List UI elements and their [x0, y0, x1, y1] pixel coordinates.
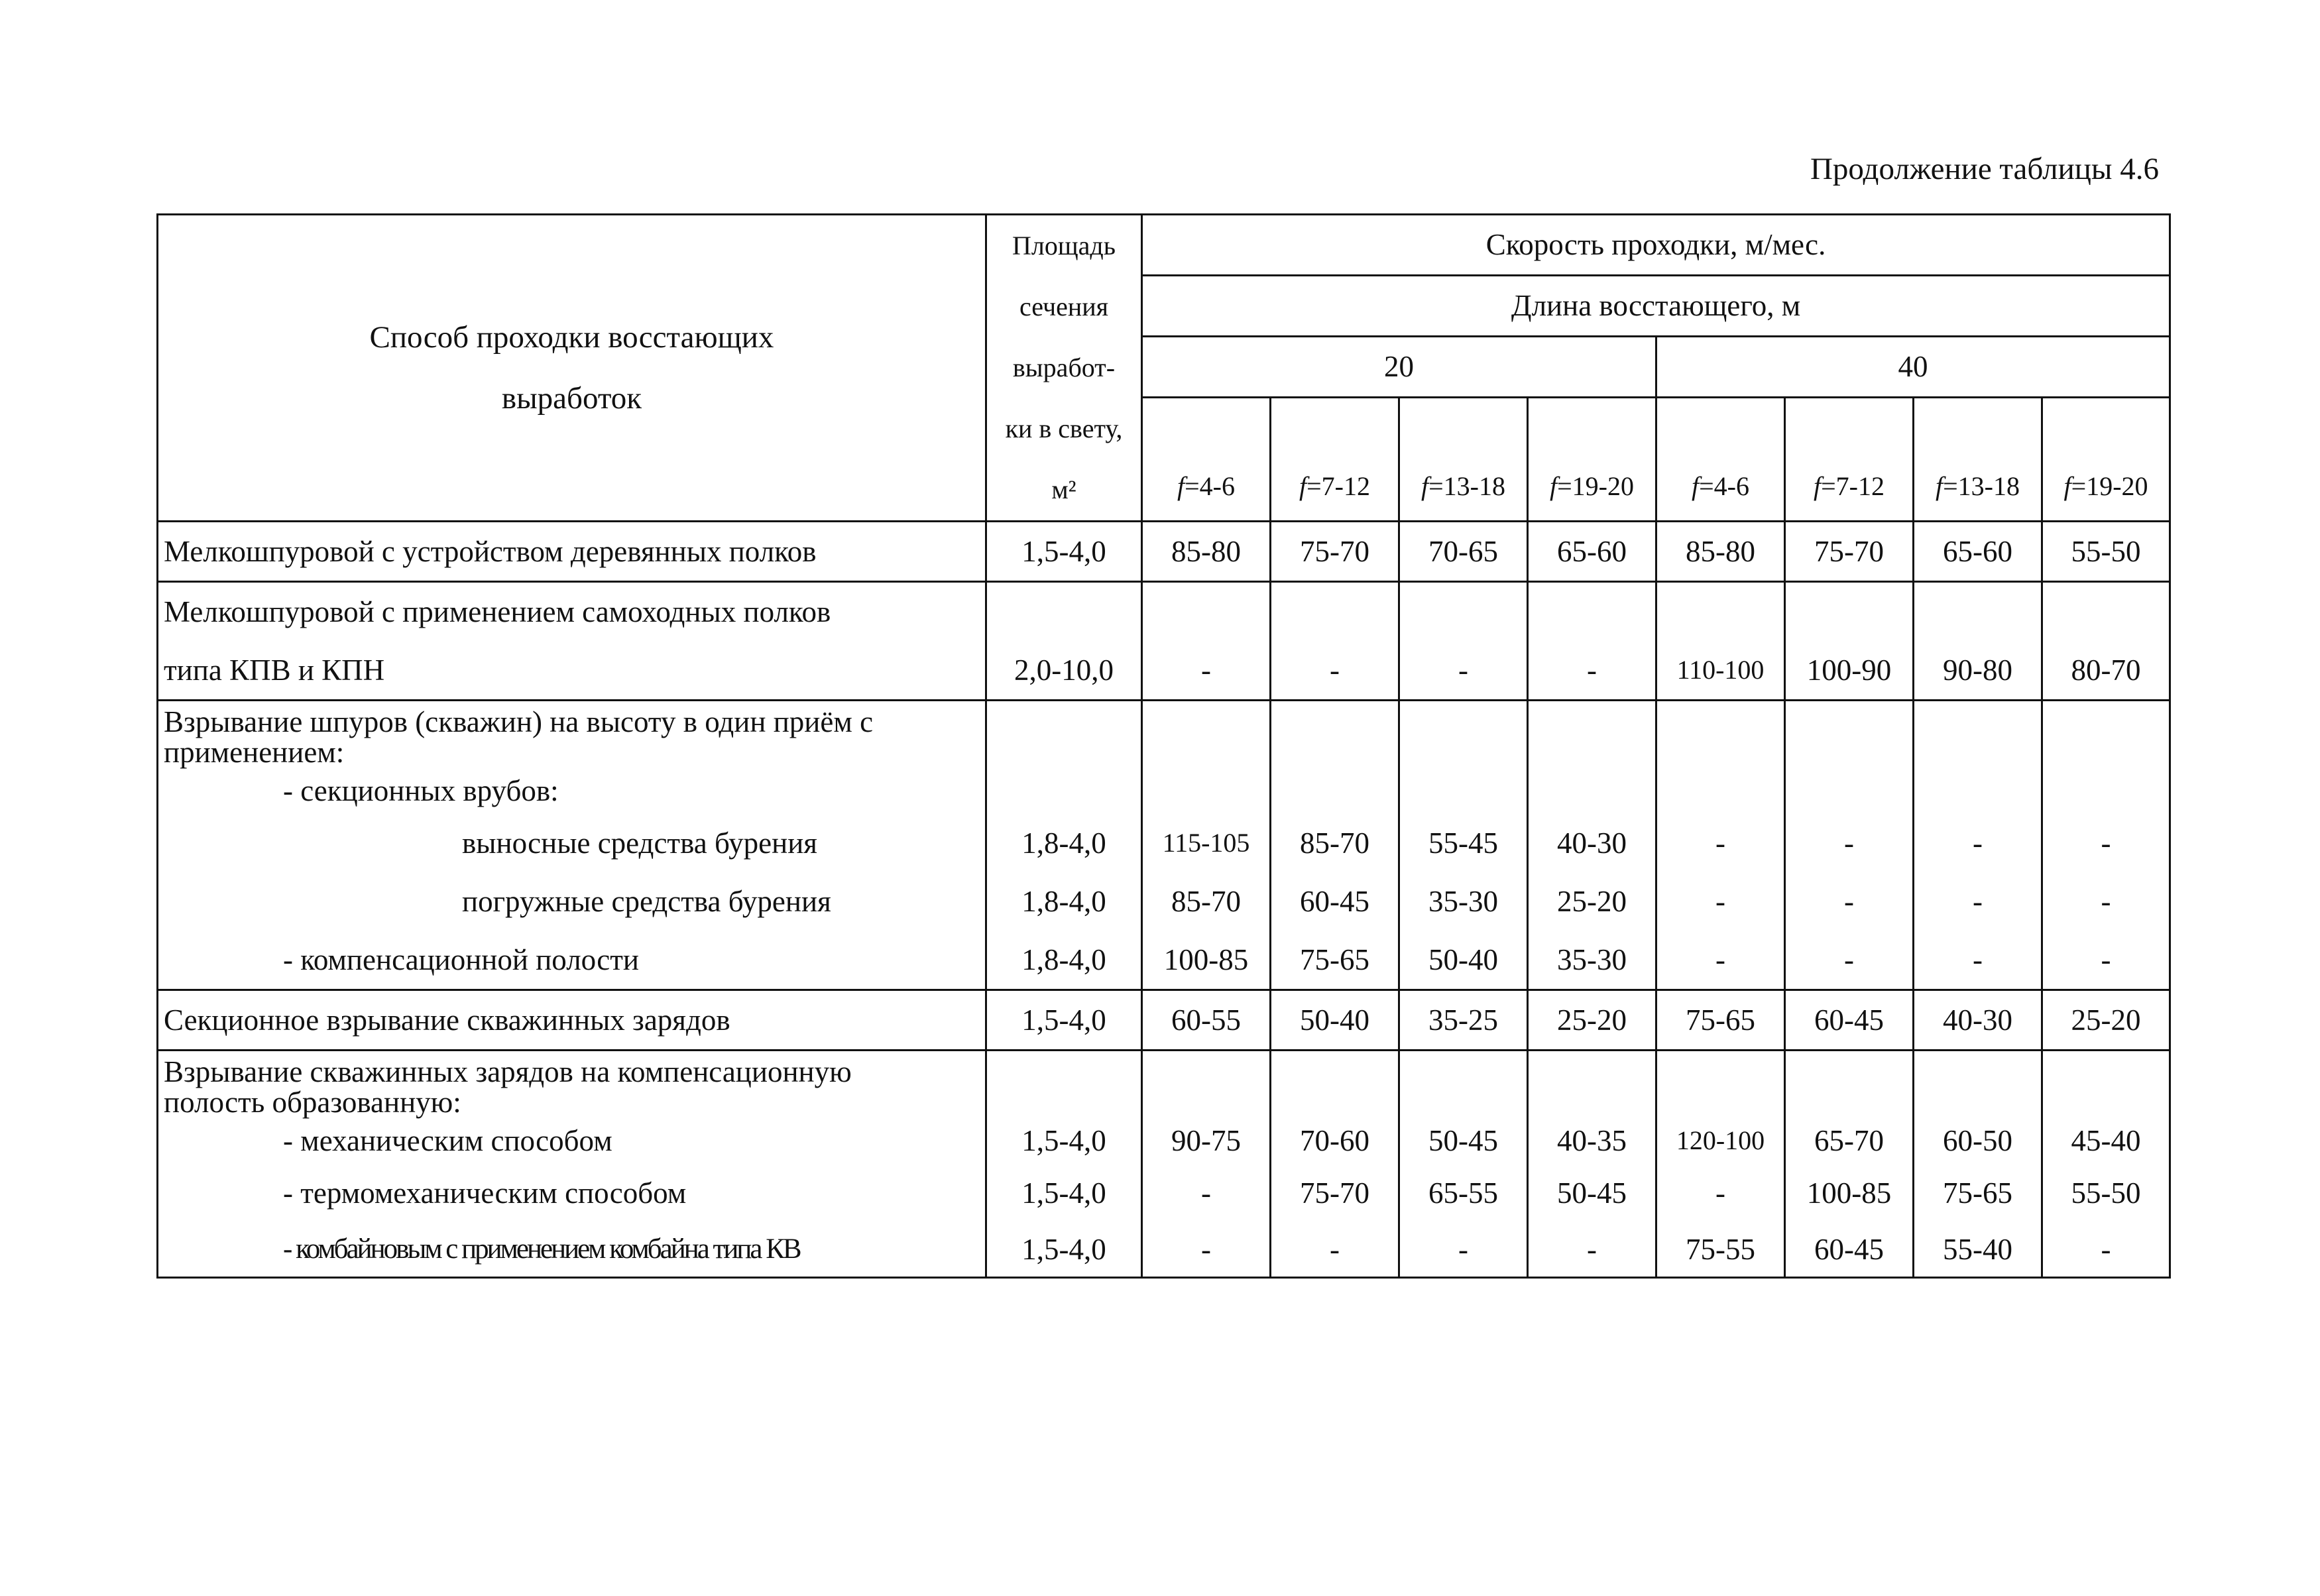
row-method-line: Взрывание шпуров (скважин) на высоту в один приём с [164, 705, 874, 738]
row-value: - [1399, 582, 1528, 701]
row-sub-label: выносные средства бурения [462, 826, 817, 860]
header-length-40: 40 [1656, 337, 2170, 398]
header-row-1 [158, 215, 2170, 276]
row-value: 35-25 [1399, 990, 1528, 1051]
row-value: - [1271, 582, 1399, 701]
row-area: 1,5-4,0 [986, 522, 1142, 582]
row-value: - [1142, 582, 1271, 701]
row-method-line: Мелкошпуровой с применением самоходных полков [164, 595, 831, 628]
header-f: f=7-12 [1271, 398, 1399, 522]
header-method-line1: Способ проходки восстающих [369, 320, 774, 355]
row-value: 90-75 - - [1142, 1051, 1271, 1278]
header-area-line: м² [1051, 475, 1076, 504]
row-method [158, 582, 986, 701]
row-value: 65-60 [1528, 522, 1656, 582]
row-area [986, 582, 1142, 701]
header-length: Длина восстающего, м [1142, 276, 2170, 337]
header-f: f=13-18 [1399, 398, 1528, 522]
row-area: 1,5-4,0 1,5-4,0 1,5-4,0 [986, 1051, 1142, 1278]
row-value: 70-65 [1399, 522, 1528, 582]
header-method [158, 215, 986, 522]
row-value: 70-60 75-70 - [1271, 1051, 1399, 1278]
row-value: 40-30 25-20 35-30 [1528, 701, 1656, 990]
row-value: 100-90 [1785, 582, 1914, 701]
row-method-line: типа КПВ и КПН [164, 654, 385, 687]
row-value: 85-80 [1142, 522, 1271, 582]
header-f: f=7-12 [1785, 398, 1914, 522]
row-value: - - - [1785, 701, 1914, 990]
header-area [986, 215, 1142, 522]
row-value: - - - [1656, 701, 1785, 990]
row-method: Мелкошпуровой с устройством деревянных полков [158, 522, 986, 582]
header-f: f=19-20 [2042, 398, 2170, 522]
table-row [158, 701, 2170, 990]
row-value: 65-70 100-85 60-45 [1785, 1051, 1914, 1278]
header-f: f=4-6 [1142, 398, 1271, 522]
header-area-line: сечения [1019, 292, 1109, 321]
row-sub-label: - компенсационной полости [283, 943, 640, 976]
row-value: 55-50 [2042, 522, 2170, 582]
row-value: 85-70 60-45 75-65 [1271, 701, 1399, 990]
header-method-line2: выработок [501, 381, 642, 416]
header-f: f=13-18 [1914, 398, 2042, 522]
row-method [158, 1051, 986, 1278]
table-row [158, 522, 2170, 582]
table-row [158, 582, 2170, 701]
row-value: 75-65 [1656, 990, 1785, 1051]
header-length-20: 20 [1142, 337, 1656, 398]
row-value: 25-20 [1528, 990, 1656, 1051]
row-value: 115-105 85-70 100-85 [1142, 701, 1271, 990]
row-value: 25-20 [2042, 990, 2170, 1051]
row-value: 65-60 [1914, 522, 2042, 582]
row-value: 120-100 - 75-55 [1656, 1051, 1785, 1278]
row-value: - - - [1914, 701, 2042, 990]
row-value: 80-70 [2042, 582, 2170, 701]
row-value: - - - [2042, 701, 2170, 990]
row-value: 60-50 75-65 55-40 [1914, 1051, 2042, 1278]
header-f: f=19-20 [1528, 398, 1656, 522]
row-value: 90-80 [1914, 582, 2042, 701]
table-row [158, 1051, 2170, 1278]
header-area-line: Площадь [1012, 231, 1116, 260]
header-f: f=4-6 [1656, 398, 1785, 522]
row-sub-label: - комбайновым с применением комбайна типа КВ [283, 1233, 800, 1265]
row-value: 75-70 [1271, 522, 1399, 582]
row-value: 110-100 [1656, 582, 1785, 701]
row-sub-label: погружные средства бурения [462, 885, 831, 918]
row-area-value: 2,0-10,0 [1014, 654, 1114, 687]
row-area: 1,8-4,0 1,8-4,0 1,8-4,0 [986, 701, 1142, 990]
row-method [158, 701, 986, 990]
row-value: 45-40 55-50 - [2042, 1051, 2170, 1278]
row-value: 55-45 35-30 50-40 [1399, 701, 1528, 990]
header-area-line: выработ- [1012, 353, 1116, 382]
row-value: 40-30 [1914, 990, 2042, 1051]
row-sub-label: - термомеханическим способом [283, 1176, 687, 1210]
row-value: - [1528, 582, 1656, 701]
row-value: 50-40 [1271, 990, 1399, 1051]
header-speed: Скорость проходки, м/мес. [1142, 215, 2170, 276]
table-caption: Продолжение таблицы 4.6 [1810, 152, 2159, 186]
speed-table [156, 213, 2171, 1279]
row-value: 60-45 [1785, 990, 1914, 1051]
row-method-line: полость образованную: [164, 1086, 461, 1119]
row-method-line: применением: [164, 736, 345, 769]
row-value: 60-55 [1142, 990, 1271, 1051]
row-value: 75-70 [1785, 522, 1914, 582]
row-value: 50-45 65-55 - [1399, 1051, 1528, 1278]
row-sub-label: - механическим способом [283, 1124, 612, 1157]
row-method-line: - секционных врубов: [283, 774, 559, 807]
header-area-line: ки в свету, [1005, 414, 1123, 443]
row-method: Секционное взрывание скважинных зарядов [158, 990, 986, 1051]
row-area: 1,5-4,0 [986, 990, 1142, 1051]
table-row [158, 990, 2170, 1051]
row-value: 40-35 50-45 - [1528, 1051, 1656, 1278]
row-method-line: Взрывание скважинных зарядов на компенсационную [164, 1055, 852, 1088]
row-value: 85-80 [1656, 522, 1785, 582]
